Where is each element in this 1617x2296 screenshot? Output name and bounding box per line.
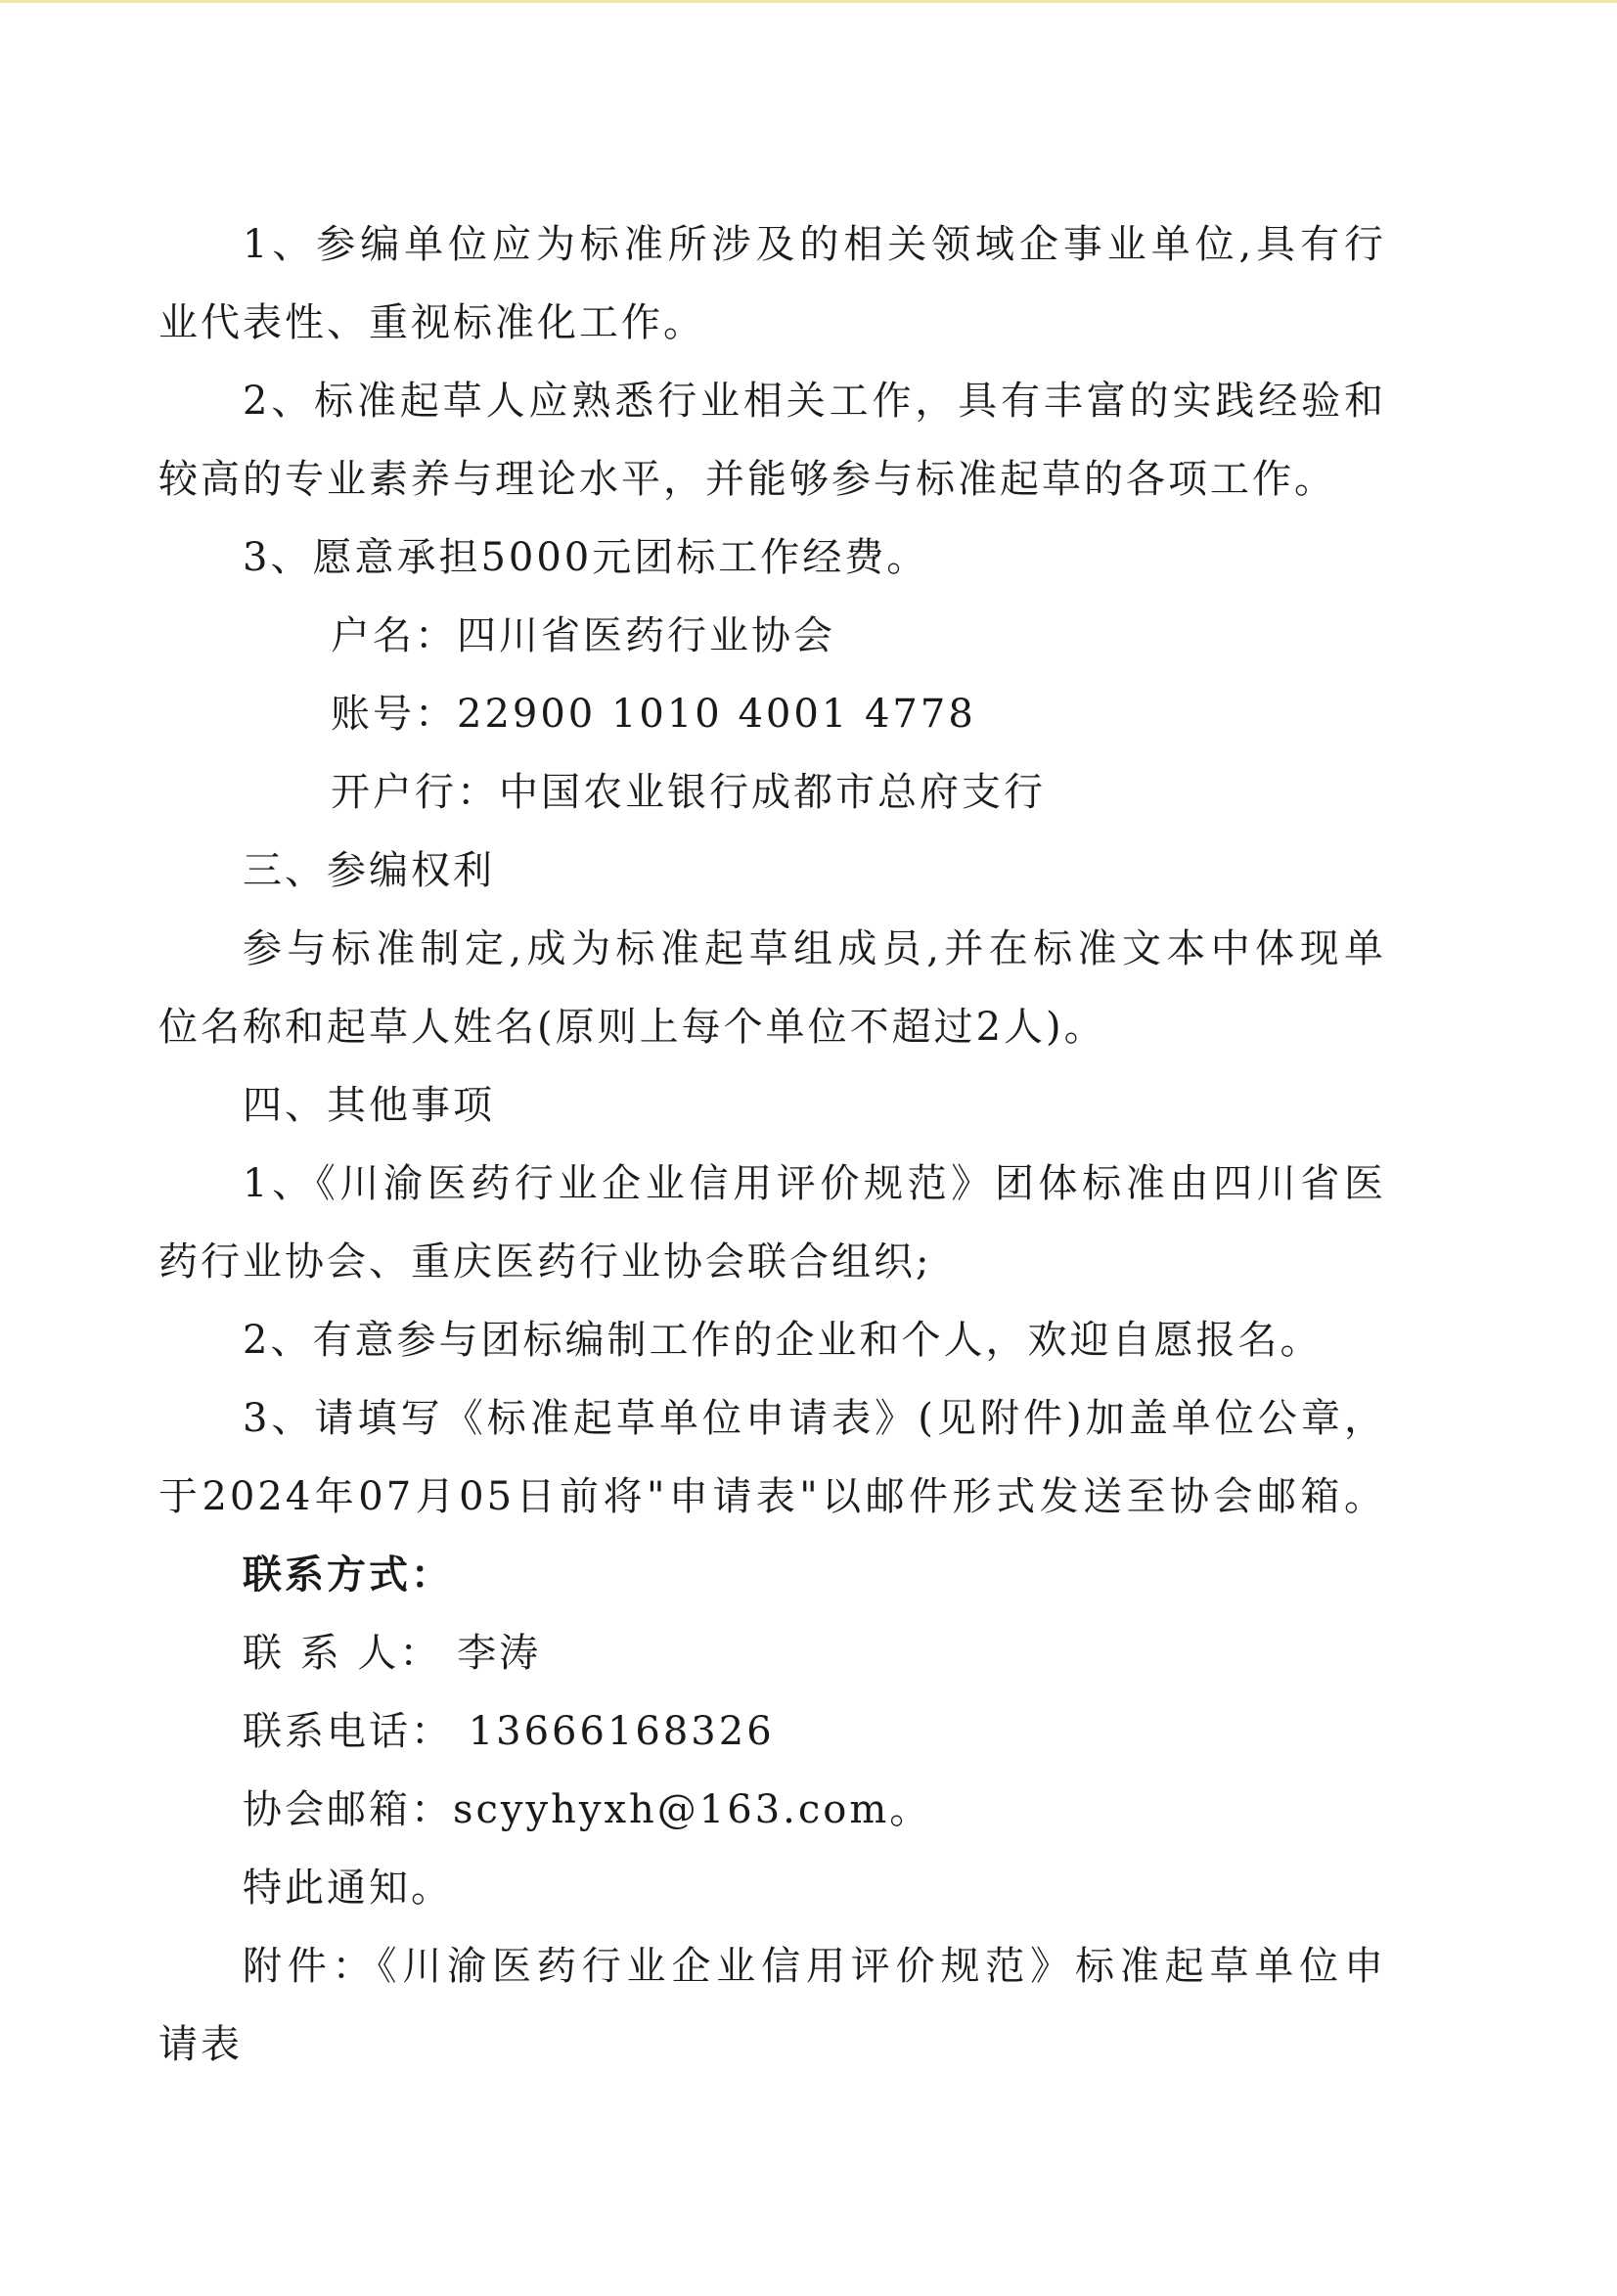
contact-email: 协会邮箱：scyyhyxh@163.com。 [243, 1787, 932, 1832]
section-3-heading: 三、参编权利 [243, 848, 495, 893]
contact-heading: 联系方式： [243, 1552, 453, 1598]
attachment-line-1: 附件：《川渝医药行业企业信用评价规范》标准起草单位申 [243, 1944, 1386, 1989]
requirement-1-line-1: 1、参编单位应为标准所涉及的相关领域企事业单位,具有行 [243, 222, 1386, 267]
matter-1-line-1: 1、《川渝医药行业企业信用评价规范》团体标准由四川省医 [243, 1161, 1386, 1206]
section-4-heading: 四、其他事项 [243, 1083, 495, 1128]
requirement-3: 3、愿意承担5000元团标工作经费。 [243, 535, 929, 580]
contact-person: 联 系 人： 李涛 [243, 1631, 542, 1676]
matter-3-line-2: 于2024年07月05日前将"申请表"以邮件形式发送至协会邮箱。 [158, 1474, 1386, 1519]
account-name: 户名：四川省医药行业协会 [331, 613, 835, 658]
requirement-2-line-2: 较高的专业素养与理论水平，并能够参与标准起草的各项工作。 [158, 457, 1336, 502]
account-number: 账号：22900 1010 4001 4778 [331, 692, 976, 737]
requirement-2-line-1: 2、标准起草人应熟悉行业相关工作，具有丰富的实践经验和 [243, 379, 1386, 424]
rights-line-2: 位名称和起草人姓名(原则上每个单位不超过2人)。 [158, 1005, 1106, 1050]
page-top-edge [0, 0, 1617, 3]
matter-2: 2、有意参与团标编制工作的企业和个人，欢迎自愿报名。 [243, 1318, 1323, 1363]
contact-phone: 联系电话： 13666168326 [243, 1709, 775, 1754]
matter-3-line-1: 3、请填写《标准起草单位申请表》(见附件)加盖单位公章， [243, 1396, 1386, 1441]
account-bank: 开户行：中国农业银行成都市总府支行 [331, 770, 1046, 815]
rights-line-1: 参与标准制定,成为标准起草组成员,并在标准文本中体现单 [243, 926, 1386, 971]
closing-note: 特此通知。 [243, 1866, 453, 1911]
requirement-1-line-2: 业代表性、重视标准化工作。 [158, 300, 705, 345]
matter-1-line-2: 药行业协会、重庆医药行业协会联合组织; [158, 1239, 932, 1284]
document-body [158, 205, 1386, 2084]
attachment-line-2: 请表 [158, 2022, 243, 2067]
